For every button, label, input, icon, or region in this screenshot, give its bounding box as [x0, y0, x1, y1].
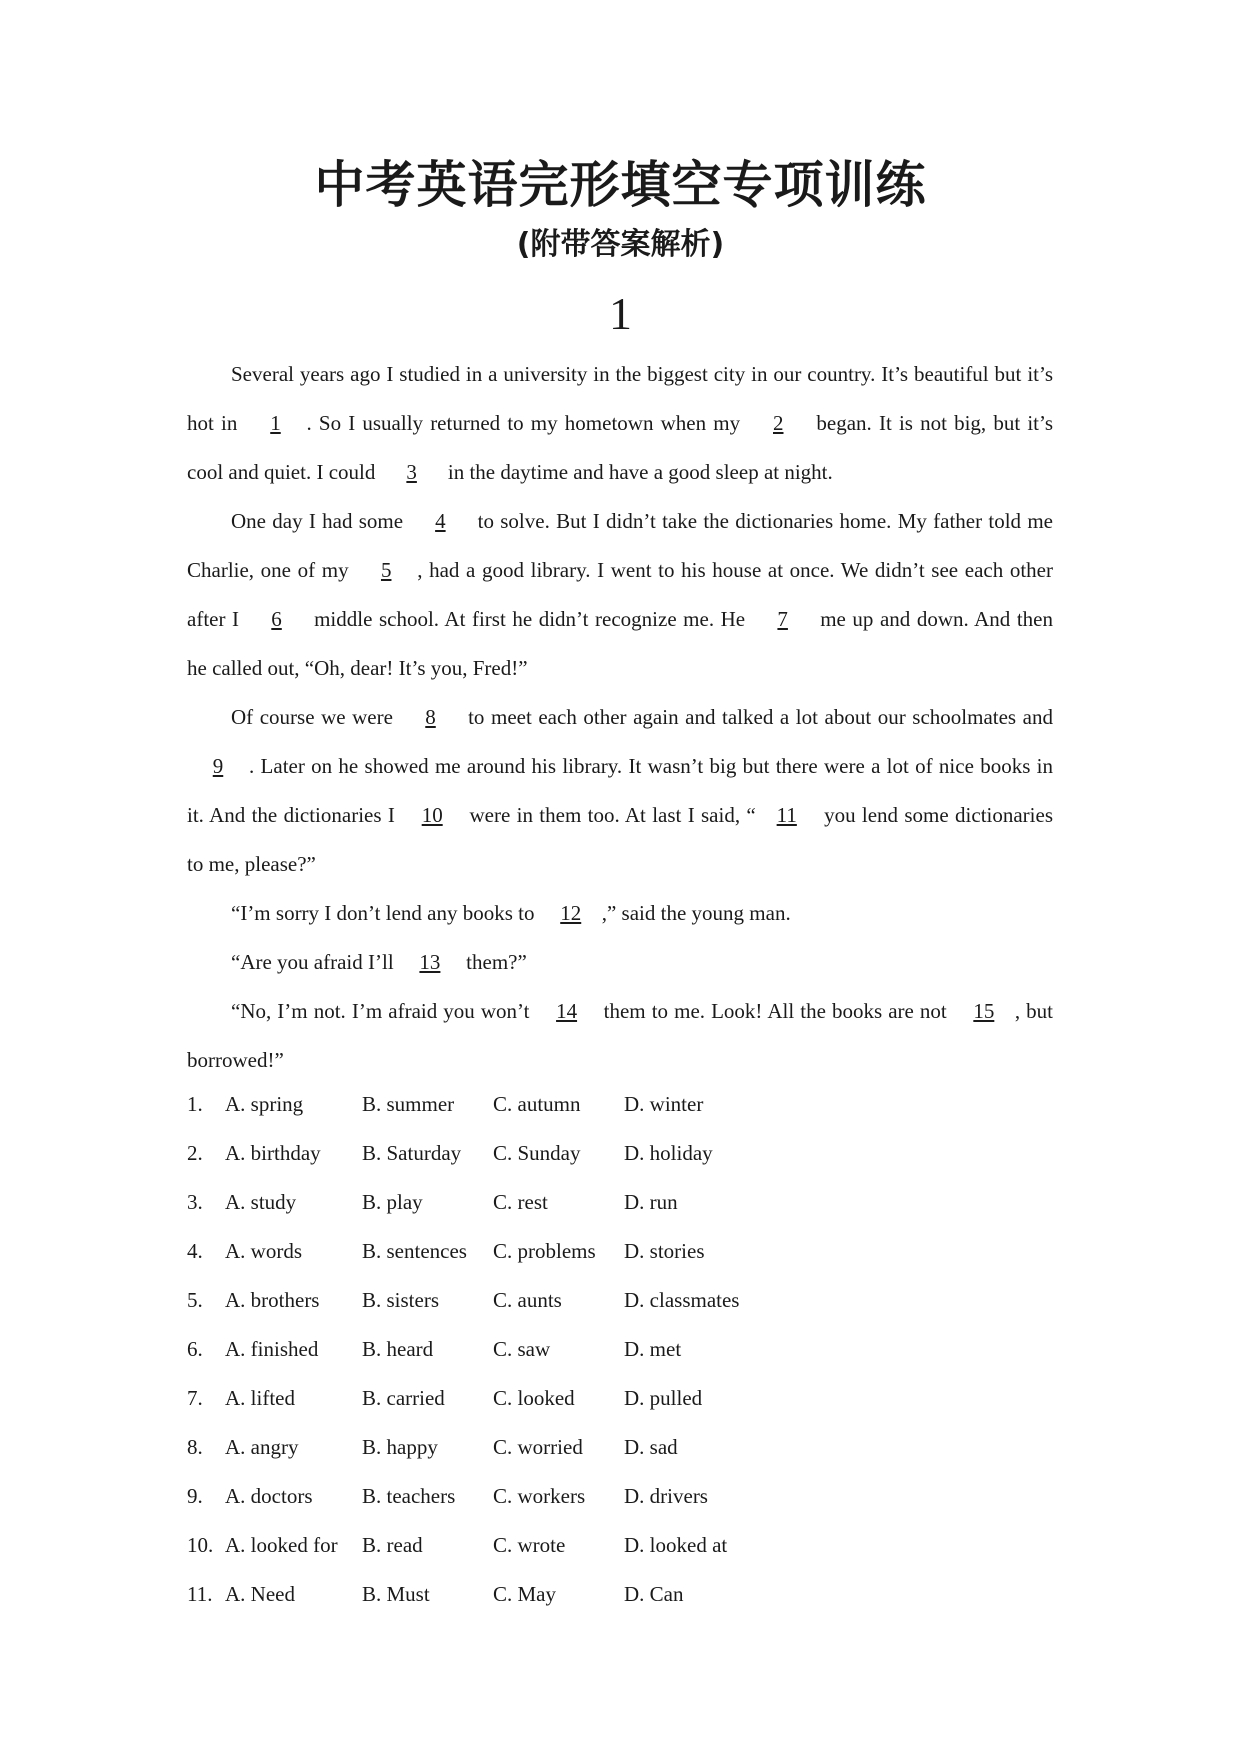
blank-number: 1 [270, 411, 281, 435]
option-b: B. Must [362, 1582, 430, 1606]
option-d: D. drivers [624, 1484, 708, 1508]
option-a: A. birthday [225, 1141, 321, 1165]
option-d: D. run [624, 1190, 678, 1214]
option-a: A. looked for [225, 1533, 338, 1557]
option-c: C. rest [493, 1190, 548, 1214]
option-a: A. spring [225, 1092, 304, 1116]
option-c: C. aunts [493, 1288, 562, 1312]
blank-number: 5 [380, 558, 392, 582]
option-d: D. met [624, 1337, 682, 1361]
blank-number: 8 [425, 705, 436, 729]
option-a: A. lifted [225, 1386, 295, 1410]
blank-number: 12 [560, 901, 582, 925]
passage-paragraph [187, 987, 1053, 1085]
passage-text: began. It is not big, but it’s cool and quiet. I could [187, 411, 1053, 484]
option-b: B. play [362, 1190, 423, 1214]
question-row [187, 1325, 774, 1374]
option-c: C. May [493, 1582, 556, 1606]
option-b: B. summer [362, 1092, 455, 1116]
option-a: A. angry [225, 1435, 299, 1459]
question-row [187, 1521, 774, 1570]
option-b: B. happy [362, 1435, 438, 1459]
option-b: B. teachers [362, 1484, 456, 1508]
passage-text: One day I had some [231, 509, 410, 533]
question-row [187, 1178, 774, 1227]
option-c: C. looked [493, 1386, 575, 1410]
option-b: B. read [362, 1533, 423, 1557]
option-b: B. sentences [362, 1239, 467, 1263]
question-row [187, 1472, 774, 1521]
question-list [187, 1080, 774, 1619]
passage-paragraph [187, 889, 1053, 938]
option-d: D. classmates [624, 1288, 740, 1312]
option-a: A. finished [225, 1337, 319, 1361]
option-c: C. wrote [493, 1533, 566, 1557]
option-a: A. doctors [225, 1484, 313, 1508]
question-number: 3. [187, 1190, 203, 1214]
passage-text: you lend some dictionaries to me, please?” [187, 803, 1054, 876]
blank-number: 11 [776, 803, 797, 827]
option-d: D. winter [624, 1092, 704, 1116]
passage-number: 1 [609, 288, 632, 339]
question-row [187, 1423, 774, 1472]
question-row [187, 1129, 774, 1178]
option-c: C. problems [493, 1239, 596, 1263]
passage-text: to meet each other again and talked a lot about our schoolmates and [461, 705, 1053, 729]
blank-number: 4 [435, 509, 446, 533]
blank-number: 13 [419, 950, 441, 974]
question-number: 10. [187, 1533, 214, 1557]
passage-text: Of course we were [231, 705, 400, 729]
passage-text: Several years ago I studied in a university in the biggest city in our country. It’s beautiful but it’s hot in [187, 362, 1053, 435]
passage-text: “I’m sorry I don’t lend any books to [231, 901, 540, 925]
question-number: 8. [187, 1435, 203, 1459]
passage-paragraph [187, 497, 1053, 693]
option-b: B. sisters [362, 1288, 440, 1312]
option-c: C. saw [493, 1337, 551, 1361]
question-number: 2. [187, 1141, 203, 1165]
passage-paragraph [187, 350, 1053, 497]
passage-text: , but borrowed!” [187, 999, 1053, 1072]
option-d: D. looked at [624, 1533, 728, 1557]
blank-number: 14 [556, 999, 578, 1023]
passage-text: in the daytime and have a good sleep at night. [442, 460, 833, 484]
option-a: A. study [225, 1190, 297, 1214]
blank-number: 15 [973, 999, 995, 1023]
blank-number: 6 [271, 607, 282, 631]
passage-text: to solve. But I didn’t take the dictionaries home. My father told me Charlie, one of my [187, 509, 1053, 582]
option-d: D. stories [624, 1239, 705, 1263]
passage-text: , had a good library. I went to his house at once. We didn’t see each other after I [187, 558, 1053, 631]
blank-number: 3 [406, 460, 417, 484]
question-row [187, 1374, 774, 1423]
question-number: 7. [187, 1386, 203, 1410]
passage-text: them to me. Look! All the books are not [597, 999, 953, 1023]
question-row [187, 1080, 774, 1129]
question-number: 9. [187, 1484, 203, 1508]
question-row [187, 1227, 774, 1276]
option-b: B. carried [362, 1386, 445, 1410]
question-number: 4. [187, 1239, 203, 1263]
question-number: 1. [187, 1092, 203, 1116]
option-d: D. sad [624, 1435, 678, 1459]
passage-paragraph [187, 693, 1053, 889]
option-a: A. words [225, 1239, 302, 1263]
passage-text: them?” [460, 950, 527, 974]
blank-number: 10 [421, 803, 443, 827]
passage-text: “No, I’m not. I’m afraid you won’t [231, 999, 536, 1023]
passage-text: middle school. At first he didn’t recognize me. He [307, 607, 752, 631]
passage-text: . So I usually returned to my hometown when my [306, 411, 748, 435]
question-number: 5. [187, 1288, 203, 1312]
question-row [187, 1570, 774, 1619]
option-b: B. heard [362, 1337, 434, 1361]
blank-number: 9 [212, 754, 224, 778]
option-c: C. worried [493, 1435, 583, 1459]
option-d: D. holiday [624, 1141, 713, 1165]
passage-text: were in them too. At last I said, “ [463, 803, 756, 827]
option-d: D. pulled [624, 1386, 703, 1410]
option-c: C. workers [493, 1484, 586, 1508]
option-c: C. Sunday [493, 1141, 581, 1165]
passage-paragraph [187, 938, 1053, 987]
cloze-passage [187, 350, 1053, 1085]
option-c: C. autumn [493, 1092, 581, 1116]
passage-text: ,” said the young man. [601, 901, 791, 925]
blank-number: 7 [777, 607, 788, 631]
option-a: A. Need [225, 1582, 295, 1606]
passage-text: . Later on he showed me around his library. It wasn’t big but there were a lot of nice books in it. And the dictionaries I [187, 754, 1053, 827]
page-title: 中考英语完形填空专项训练 [314, 156, 927, 214]
option-a: A. brothers [225, 1288, 320, 1312]
question-row [187, 1276, 774, 1325]
passage-text: me up and down. And then he called out, “Oh, dear! It’s you, Fred!” [187, 607, 1053, 680]
question-number: 6. [187, 1337, 203, 1361]
page-subtitle: (附带答案解析) [516, 227, 725, 262]
option-b: B. Saturday [362, 1141, 462, 1165]
passage-text: “Are you afraid I’ll [231, 950, 399, 974]
blank-number: 2 [773, 411, 784, 435]
question-number: 11. [187, 1582, 213, 1606]
option-d: D. Can [624, 1582, 684, 1606]
